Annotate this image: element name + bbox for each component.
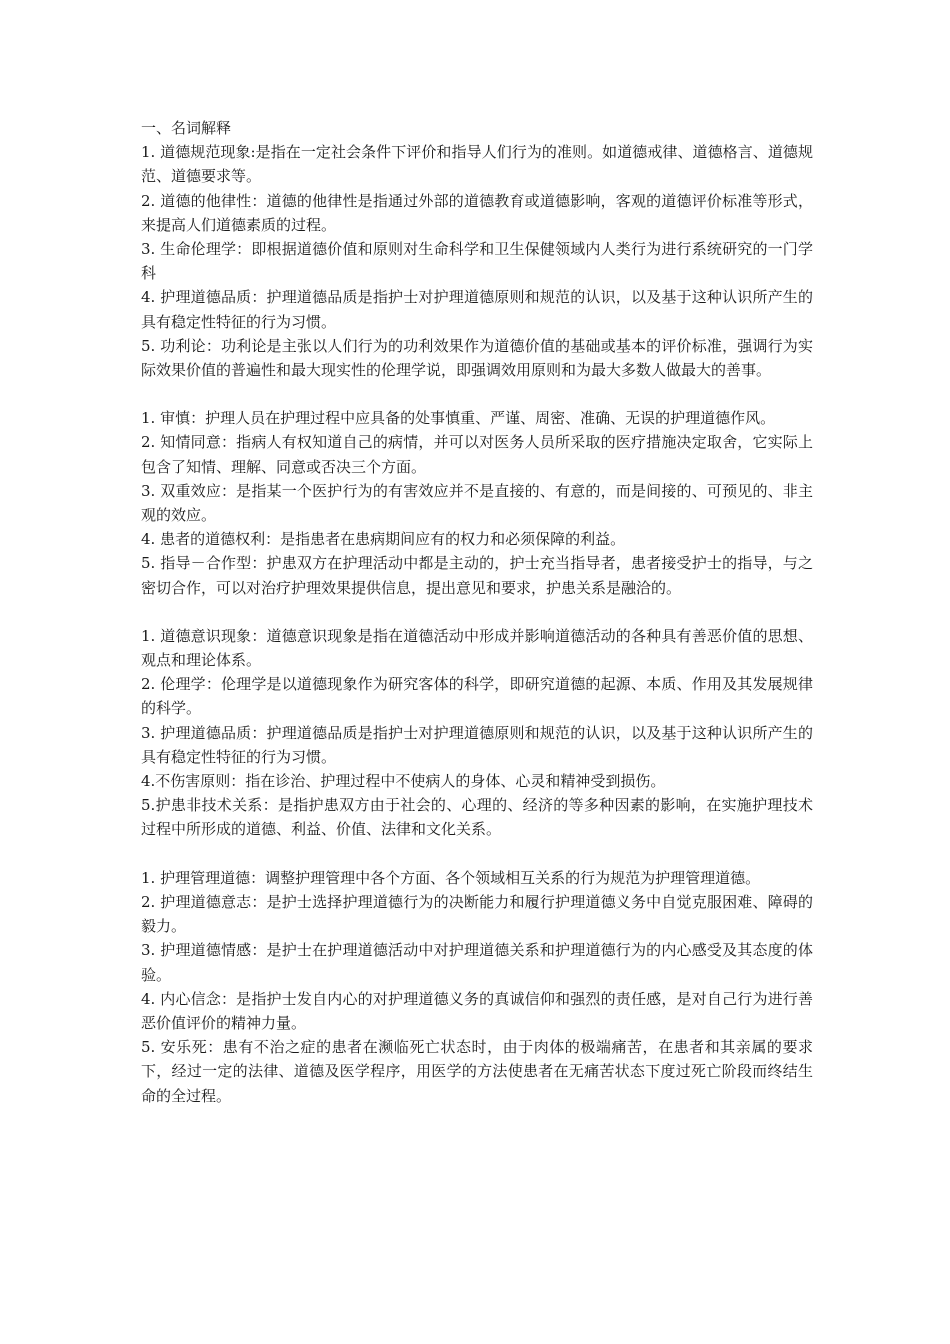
definition-item: 2. 知情同意：指病人有权知道自己的病情，并可以对医务人员所采取的医疗措施决定取舍，它实际上包含了知情、理解、同意或否决三个方面。 bbox=[141, 433, 813, 476]
definition-item: 2. 伦理学：伦理学是以道德现象作为研究客体的科学，即研究道德的起源、本质、作用及其发展规律的科学。 bbox=[141, 675, 813, 718]
definition-item: 3. 护理道德情感：是护士在护理道德活动中对护理道德关系和护理道德行为的内心感受及其态度的体验。 bbox=[141, 941, 813, 984]
definition-item: 2. 护理道德意志：是护士选择护理道德行为的决断能力和履行护理道德义务中自觉克服困难、障碍的毅力。 bbox=[141, 892, 813, 936]
definition-item: 4. 患者的道德权利：是指患者在患病期间应有的权力和必须保障的利益。 bbox=[141, 530, 626, 549]
definition-item: 4.不伤害原则：指在诊治、护理过程中不使病人的身体、心灵和精神受到损伤。 bbox=[141, 772, 666, 791]
definition-item: 1. 审慎：护理人员在护理过程中应具备的处事慎重、严谨、周密、准确、无误的护理道德作风。 bbox=[141, 409, 776, 428]
definition-item: 3. 双重效应：是指某一个医护行为的有害效应并不是直接的、有意的，而是间接的、可预见的、非主观的效应。 bbox=[141, 481, 813, 525]
definitions-group-4 bbox=[141, 866, 813, 1108]
definition-item: 5.护患非技术关系：是指护患双方由于社会的、心理的、经济的等多种因素的影响，在实施护理技术过程中所形成的道德、利益、价值、法律和文化关系。 bbox=[141, 796, 813, 839]
definition-item: 4. 内心信念：是指护士发自内心的对护理道德义务的真诚信仰和强烈的责任感，是对自己行为进行善恶价值评价的精神力量。 bbox=[141, 989, 813, 1032]
definition-item: 3. 生命伦理学：即根据道德价值和原则对生命科学和卫生保健领域内人类行为进行系统研究的一门学科 bbox=[141, 240, 813, 283]
definition-item: 3. 护理道德品质：护理道德品质是指护士对护理道德原则和规范的认识，以及基于这种认识所产生的具有稳定性特征的行为习惯。 bbox=[141, 723, 813, 766]
definition-item: 1. 护理管理道德：调整护理管理中各个方面、各个领域相互关系的行为规范为护理管理道德。 bbox=[141, 868, 761, 887]
definition-item: 2. 道德的他律性：道德的他律性是指通过外部的道德教育或道德影响，客观的道德评价标准等形式，来提高人们道德素质的过程。 bbox=[141, 191, 813, 234]
definition-item: 1. 道德规范现象:是指在一定社会条件下评价和指导人们行为的准则。如道德戒律、道德格言、道德规范、道德要求等。 bbox=[141, 143, 813, 186]
definition-item: 1. 道德意识现象：道德意识现象是指在道德活动中形成并影响道德活动的各种具有善恶价值的思想、观点和理论体系。 bbox=[141, 626, 813, 670]
document-page bbox=[141, 116, 813, 1108]
definitions-group-3 bbox=[141, 624, 813, 842]
definitions-group-2 bbox=[141, 406, 813, 600]
definition-item: 5. 功利论：功利论是主张以人们行为的功利效果作为道德价值的基础或基本的评价标准，强调行为实际效果价值的普遍性和最大现实性的伦理学说，即强调效用原则和为最大多数人做最大的善事。 bbox=[141, 336, 813, 380]
section-heading: 一、名词解释 bbox=[141, 119, 232, 137]
definition-item: 4. 护理道德品质：护理道德品质是指护士对护理道德原则和规范的认识，以及基于这种认识所产生的具有稳定性特征的行为习惯。 bbox=[141, 288, 813, 331]
definition-item: 5. 安乐死：患有不治之症的患者在濒临死亡状态时，由于肉体的极端痛苦，在患者和其亲属的要求下，经过一定的法律、道德及医学程序，用医学的方法使患者在无痛苦状态下度过死亡阶段而终结生命的全过程。 bbox=[141, 1038, 813, 1105]
definitions-group-1 bbox=[141, 140, 813, 382]
definition-item: 5. 指导－合作型：护患双方在护理活动中都是主动的，护士充当指导者，患者接受护士的指导，与之密切合作，可以对治疗护理效果提供信息，提出意见和要求，护患关系是融洽的。 bbox=[141, 554, 813, 597]
